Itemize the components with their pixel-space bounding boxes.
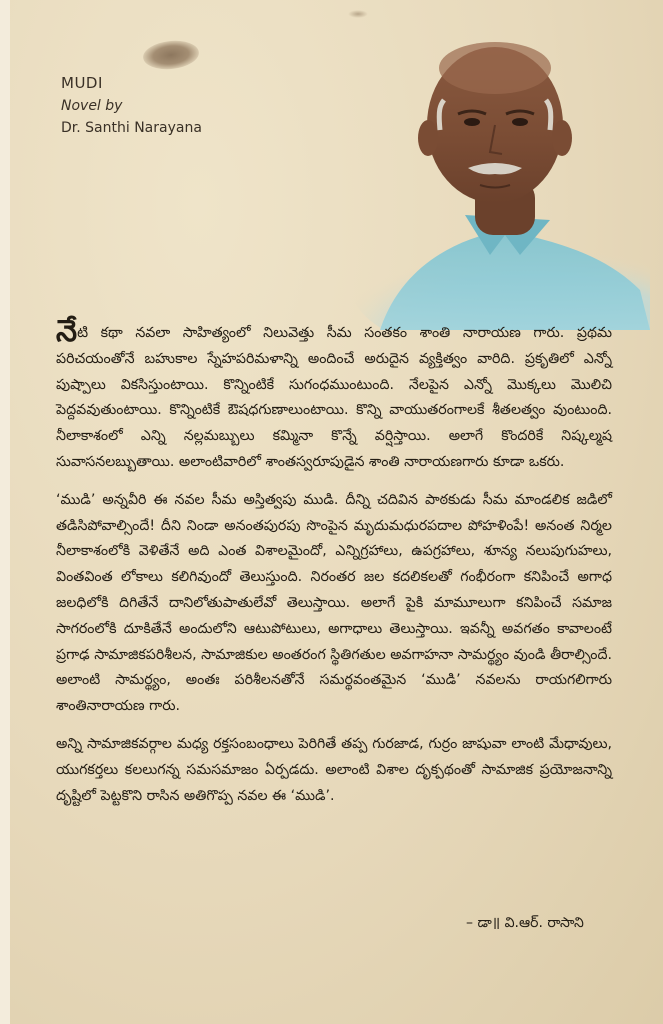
page-edge (0, 0, 10, 1024)
blurb-text (56, 314, 612, 821)
book-header (61, 74, 202, 136)
paragraph-1-text: టి కథా నవలా సాహిత్యంలో నిలువెత్తు సీమ సంతకం శాంతి నారాయణ గారు. ప్రథమ పరిచయంతోనే బహుకాల స్నేహపరిమళాన్ని అందించే అరుదైన వ్యక్తిత్వం వారిది. ప్రకృతిలో ఎన్నో పుష్పాలు వికసిస్తుంటాయి. కొన్నింటికే సుగంధముంటుంది. నేలపైన ఎన్నో మొక్కలు మొలిచి పెద్దవవుతుంటాయి. కొన్నింటికే ఔషధగుణాలుంటాయి. కొన్ని వాయుతరంగాలకే శీతలత్వం వుంటుంది. నీలాకాశంలో ఎన్ని నల్లమబ్బులు కమ్మినా కొన్నే వర్షిస్తాయి. అలాగే కొందరికే నిష్కల్మష సువాసనలబ్బుతాయి. అలాంటివారిలో శాంతస్వరూపుడైన శాంతి నారాయణగారు కూడా ఒకరు. (56, 325, 612, 470)
paragraph-1 (56, 314, 612, 476)
book-author: Dr. Santhi Narayana (61, 120, 202, 136)
paper-mark (348, 10, 368, 18)
book-subtitle: Novel by (61, 98, 123, 114)
book-title: MUDI (61, 74, 103, 92)
drop-cap: నే (56, 314, 78, 349)
author-portrait (340, 30, 650, 330)
paragraph-3: అన్ని సామాజికవర్గాల మధ్య రక్తసంబంధాలు పెరిగితే తప్ప గురజాడ, గుర్రం జాషువా లాంటి మేధావులు, యుగకర్తలు కలలుగన్న సమసమాజం ఏర్పడదు. అలాంటి విశాల దృక్పథంతో సామాజిక ప్రయోజనాన్ని దృష్టిలో పెట్టకొని రాసిన అతిగొప్ప నవల ఈ ‘ముడి’. (56, 735, 612, 804)
paragraph-2: ‘ముడి’ అన్నవీరి ఈ నవల సీమ అస్తిత్వపు ముడి. దీన్ని చదివిన పాఠకుడు సీమ మాండలిక జడిలో తడిసిపోవాల్సిందే! దీని నిండా అనంతపురపు సొంపైన మృదుమధురపదాల పోహళింపే! అనంత నిర్మల నీలాకాశంలోకి వెళితేనే అది ఎంత విశాలమైందో, ఎన్నిగ్రహాలు, ఉపగ్రహాలు, శూన్య నలుపుగుహలు, వింతవింత లోకాలు కలిగివుందో తెలుస్తుంది. నిరంతర జల కదలికలతో గంభీరంగా కనిపించే అగాధ జలధిలోకి దిగితేనే దానిలోతుపాతులేవో తెలుస్తాయి. అలాగే పైకి మామూలుగా కనిపించే సమాజ సాగరంలోకి దూకితేనే అందులోని ఆటుపోటులు, అగాధాలు తెలుస్తాయి. ఇవన్నీ అవగతం కావాలంటే ప్రగాఢ సామాజికపరిశీలన, సామాజికుల అంతరంగ స్థితిగతుల అవగాహనా సామర్థ్యం వుండి తీరాల్సిందే. అలాంటి సామర్థ్యం, అంతః పరిశీలనతోనే సమర్థవంతమైన ‘ముడి’ నవలను రాయగలిగారు శాంతినారాయణ గారు. (56, 491, 612, 715)
reviewer-signature: – డా॥ వి.ఆర్. రాసాని (466, 915, 584, 931)
paper-stain (142, 38, 201, 72)
